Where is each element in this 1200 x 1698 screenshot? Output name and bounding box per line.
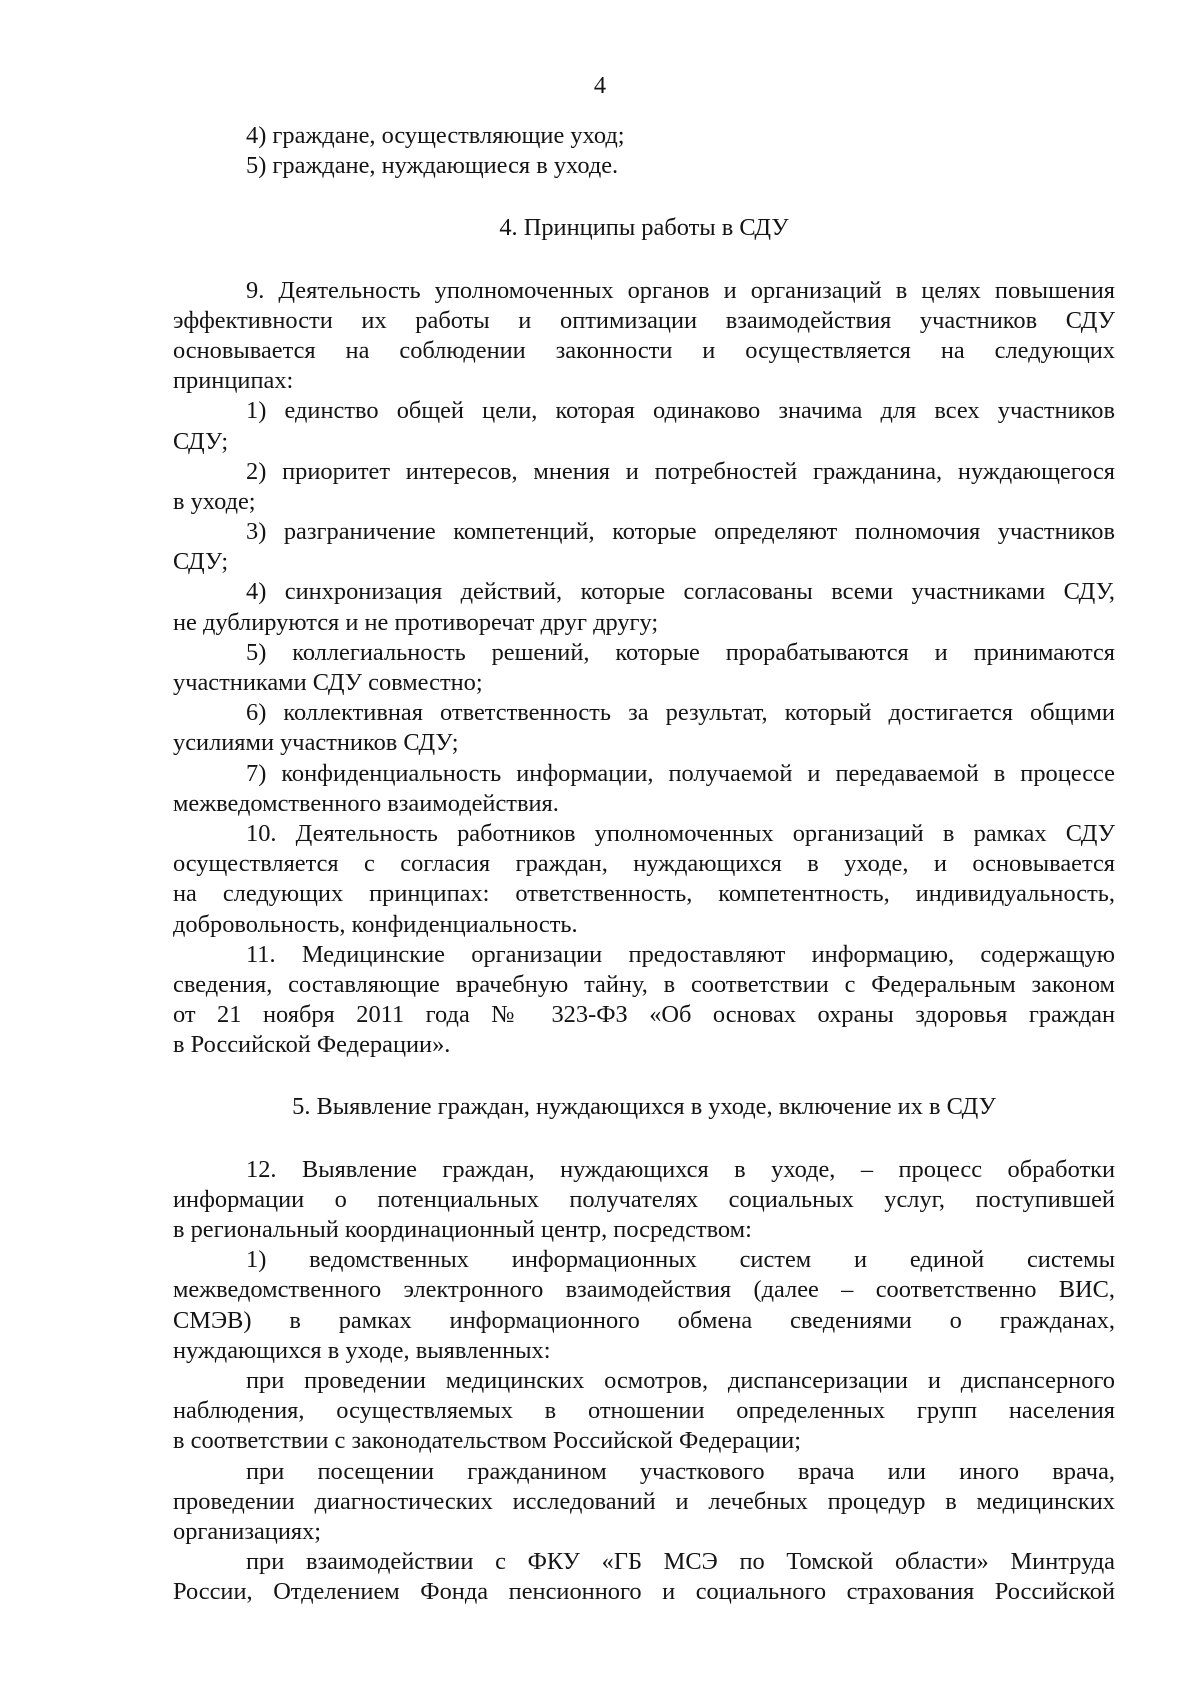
text-line: добровольность, конфиденциальность. — [173, 910, 578, 938]
text-line: информации о потенциальных получателях социальных услуг, поступившей — [173, 1185, 1115, 1213]
list-item: 1) единство общей цели, которая одинаково значима для всех участников — [246, 397, 1115, 425]
text-line: СДУ; — [173, 427, 229, 455]
text-line: основывается на соблюдении законности и осуществляется на следующих — [173, 336, 1115, 364]
text-line: при проведении медицинских осмотров, диспансеризации и диспансерного — [246, 1366, 1115, 1394]
document-body — [173, 121, 1115, 1607]
list-item: 2) приоритет интересов, мнения и потребностей гражданина, нуждающегося — [246, 457, 1115, 485]
spacer — [173, 1060, 1115, 1092]
spacer — [173, 181, 1115, 213]
text-line: при посещении гражданином участкового врача или иного врача, — [246, 1457, 1115, 1485]
text-line: проведении диагностических исследований и лечебных процедур в медицинских — [173, 1487, 1115, 1515]
text-line: на следующих принципах: ответственность, компетентность, индивидуальность, — [173, 880, 1115, 908]
spacer — [173, 1123, 1115, 1155]
spacer — [173, 244, 1115, 276]
text-line: при взаимодействии с ФКУ «ГБ МСЭ по Томской области» Минтруда — [246, 1548, 1115, 1576]
text-line: нуждающихся в уходе, выявленных: — [173, 1336, 551, 1364]
paragraph-10 — [173, 819, 1115, 940]
text-line: в уходе; — [173, 487, 256, 515]
text-line: принципах: — [173, 367, 294, 395]
list-item: 6) коллективная ответственность за результат, который достигается общими — [246, 699, 1115, 727]
paragraph-11 — [173, 940, 1115, 1061]
paragraph-12 — [173, 1155, 1115, 1246]
text-line: 9. Деятельность уполномоченных органов и организаций в целях повышения — [246, 276, 1115, 304]
text-line: 1) ведомственных информационных систем и единой системы — [246, 1246, 1115, 1274]
text-line: организациях; — [173, 1517, 322, 1545]
text-line: сведения, составляющие врачебную тайну, в соответствии с Федеральным законом — [173, 970, 1115, 998]
bullet-doctor-visits — [173, 1457, 1115, 1548]
principles-list — [173, 396, 1115, 819]
text-line: не дублируются и не противоречат друг другу; — [173, 608, 659, 636]
bullet-medical-exams — [173, 1366, 1115, 1457]
bullet-interaction — [173, 1547, 1115, 1607]
text-line: России, Отделением Фонда пенсионного и социального страхования Российской — [173, 1578, 1115, 1606]
text-line: СМЭВ) в рамках информационного обмена сведениями о гражданах, — [173, 1306, 1115, 1334]
text-line: 12. Выявление граждан, нуждающихся в уходе, – процесс обработки — [246, 1155, 1115, 1183]
text-line: межведомственного взаимодействия. — [173, 789, 559, 817]
text-line: наблюдения, осуществляемых в отношении определенных групп населения — [173, 1397, 1115, 1425]
list-item: 4) граждане, осуществляющие уход; — [246, 122, 625, 149]
section-heading: 4. Принципы работы в СДУ — [499, 214, 789, 242]
text-line: участниками СДУ совместно; — [173, 669, 483, 696]
text-line: 11. Медицинские организации предоставляют информацию, содержащую — [246, 940, 1115, 968]
text-line: межведомственного электронного взаимодействия (далее – соответственно ВИС, — [173, 1276, 1115, 1304]
text-line: от 21 ноября 2011 года № 323-ФЗ «Об основах охраны здоровья граждан — [173, 1001, 1115, 1029]
list-item: 7) конфиденциальность информации, получаемой и передаваемой в процессе — [246, 759, 1115, 787]
text-line: в Российской Федерации». — [173, 1031, 451, 1059]
text-line: СДУ; — [173, 548, 229, 576]
list-item: 5) коллегиальность решений, которые прорабатываются и принимаются — [246, 638, 1115, 666]
text-line: 10. Деятельность работников уполномоченных организаций в рамках СДУ — [246, 819, 1115, 847]
section-heading: 5. Выявление граждан, нуждающихся в уходе, включение их в СДУ — [292, 1093, 996, 1121]
list-item: 5) граждане, нуждающиеся в уходе. — [246, 152, 619, 180]
paragraph-12-1 — [173, 1245, 1115, 1366]
text-line: эффективности их работы и оптимизации взаимодействия участников СДУ — [173, 306, 1115, 334]
page-number: 4 — [593, 72, 607, 99]
paragraph-9 — [173, 276, 1115, 397]
list-item: 4) синхронизация действий, которые согласованы всеми участниками СДУ, — [246, 578, 1115, 606]
text-line: в региональный координационный центр, посредством: — [173, 1216, 752, 1243]
text-line: усилиями участников СДУ; — [173, 729, 459, 757]
list-item: 3) разграничение компетенций, которые определяют полномочия участников — [246, 518, 1115, 546]
text-line: осуществляется с согласия граждан, нуждающихся в уходе, и основывается — [173, 850, 1115, 878]
text-line: в соответствии с законодательством Российской Федерации; — [173, 1427, 802, 1455]
